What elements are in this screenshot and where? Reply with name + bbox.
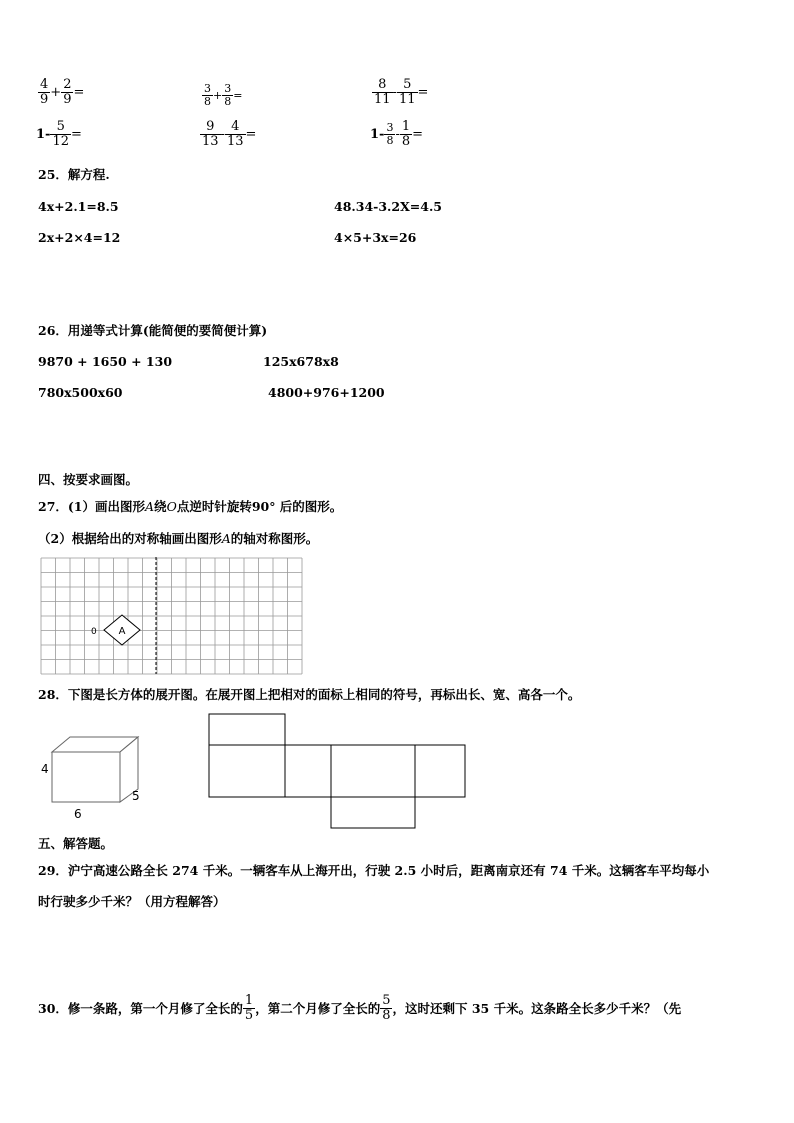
q27-part-1: 27．(1）画出图形A绕O点逆时针旋转90° 后的图形。 — [38, 499, 343, 514]
net-face-2 — [285, 745, 331, 797]
numerator: 9 — [206, 119, 215, 134]
numerator: 5 — [56, 119, 65, 134]
q25-equation-2: 48.34-3.2X=4.5 — [334, 199, 442, 214]
equals-sign: = — [412, 126, 424, 142]
denominator: 9 — [40, 91, 49, 107]
height-label: 4 — [41, 762, 49, 776]
numerator: 2 — [63, 77, 72, 92]
q25-title: 25．解方程. — [38, 167, 110, 182]
point-O-label: 0 — [91, 627, 97, 637]
operator: - — [392, 84, 397, 100]
numerator: 8 — [378, 77, 387, 92]
q26-title: 26．用递等式计算(能简便的要简便计算) — [38, 323, 268, 338]
q26-expr-4: 4800+976+1200 — [268, 385, 385, 400]
denominator: 5 — [244, 1007, 254, 1023]
numerator: 1 — [401, 119, 411, 134]
length-label: 6 — [74, 807, 82, 821]
drawing-grid — [40, 557, 314, 675]
denominator: 8 — [204, 94, 211, 108]
cuboid-figure — [36, 733, 148, 823]
q25-equation-4: 4×5+3x=26 — [334, 230, 417, 245]
width-label: 5 — [132, 789, 140, 803]
q30-text: 30．修一条路，第一个月修了全长的 $\frac{1}{5}$ ，第二个月修了全长的 $\frac{5}{8}$ ，这时还剩下 35 千米。这条路全长多少千米？（先 — [38, 993, 682, 1023]
equals-sign: = — [233, 88, 243, 102]
denominator: 8 — [401, 133, 411, 149]
net-face-3 — [331, 745, 415, 797]
net-face-4 — [415, 745, 465, 797]
cuboid-front-face — [52, 752, 120, 802]
section-4-title: 四、按要求画图。 — [38, 472, 139, 487]
fraction-expr-4 — [36, 120, 82, 148]
operator: - — [395, 126, 400, 142]
numerator: 5 — [382, 993, 391, 1008]
operator: + — [50, 84, 62, 100]
operator: - — [220, 126, 225, 142]
denominator: 12 — [52, 133, 69, 149]
q26-expr-2: 125x678x8 — [263, 354, 339, 369]
net-face-1 — [209, 745, 285, 797]
equals-sign: = — [71, 126, 82, 142]
denominator: 8 — [386, 133, 394, 147]
leading-term: 1- — [370, 126, 385, 142]
q28-title: 28．下图是长方体的展开图。在展开图上把相对的面标上相同的符号，再标出长、宽、高各一个。 — [38, 687, 581, 702]
q26-expr-3: 780x500x60 — [38, 385, 123, 400]
denominator: 13 — [202, 133, 219, 149]
leading-term: 1- — [36, 126, 51, 142]
shape-A-label: A — [118, 626, 126, 637]
denominator: 9 — [63, 91, 72, 107]
cuboid-net — [205, 710, 470, 832]
fraction-expr-6 — [370, 120, 423, 148]
equals-sign: = — [73, 84, 85, 100]
numerator: 5 — [403, 77, 412, 92]
net-face-bottom — [331, 797, 415, 828]
equals-sign: = — [417, 84, 429, 100]
q26-expr-1: 9870 + 1650 + 130 — [38, 354, 173, 369]
net-face-top — [209, 714, 285, 745]
numerator: 3 — [204, 82, 211, 95]
denominator: 8 — [382, 1007, 391, 1023]
q29-line-1: 29．沪宁高速公路全长 274 千米。一辆客车从上海开出，行驶 2.5 小时后，距离南京还有 74 千米。这辆客车平均每小 — [38, 863, 710, 878]
numerator: 3 — [386, 121, 394, 135]
q27-part-2: （2）根据给出的对称轴画出图形A的轴对称图形。 — [38, 531, 319, 546]
denominator: 11 — [398, 91, 416, 107]
numerator: 1 — [244, 993, 254, 1008]
numerator: 4 — [40, 77, 49, 92]
q25-equation-1: 4x+2.1=8.5 — [38, 199, 119, 214]
fraction-expr-5 — [200, 120, 256, 148]
fraction-expr-2 — [202, 83, 242, 107]
section-5-title: 五、解答题。 — [38, 836, 114, 851]
equals-sign: = — [245, 126, 257, 142]
numerator: 3 — [224, 82, 232, 95]
q25-equation-3: 2x+2×4=12 — [38, 230, 121, 245]
numerator: 4 — [231, 119, 240, 134]
denominator: 13 — [226, 133, 244, 149]
operator: + — [213, 88, 223, 102]
denominator: 11 — [374, 91, 391, 107]
denominator: 8 — [224, 94, 232, 108]
q29-line-2: 时行驶多少千米？（用方程解答） — [38, 894, 226, 909]
fraction-expr-3 — [372, 78, 428, 106]
fraction-expr-1 — [38, 78, 84, 106]
